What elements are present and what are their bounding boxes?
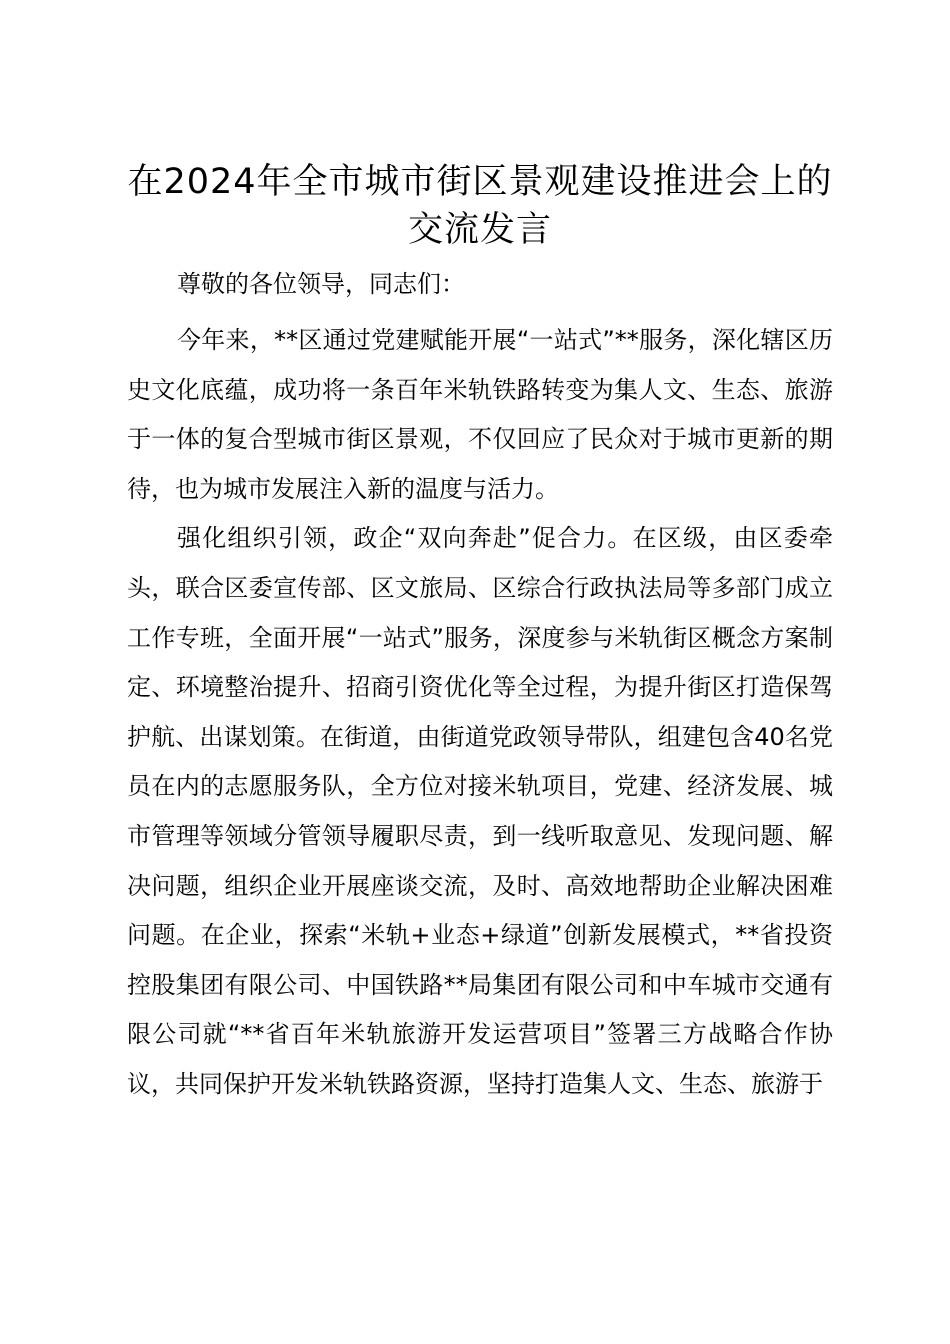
paragraph-intro: 今年来，**区通过党建赋能开展“一站式”**服务，深化辖区历史文化底蕴，成功将一条百年米轨铁路转变为集人文、生态、旅游于一体的复合型城市街区景观，不仅回应了民众对于城市更新的期待，也为城市发展注入新的温度与活力。	[127, 326, 833, 503]
salutation: 尊敬的各位领导，同志们：	[177, 270, 465, 298]
document-title: 在2024年全市城市街区景观建设推进会上的交流发言	[127, 162, 833, 250]
document-page	[127, 158, 833, 1110]
paragraph-organization: 强化组织引领，政企“双向奔赴”促合力。在区级，由区委牵头，联合区委宣传部、区文旅局、区综合行政执法局等多部门成立工作专班，全面开展“一站式”服务，深度参与米轨街区概念方案制定、环境整治提升、招商引资优化等全过程，为提升街区打造保驾护航、出谋划策。在街道，由街道党政领导带队，组建包含40名党员在内的志愿服务队，全方位对接米轨项目，党建、经济发展、城市管理等领域分管领导履职尽责，到一线听取意见、发现问题、解决问题，组织企业开展座谈交流，及时、高效地帮助企业解决困难问题。在企业，探索“米轨+业态+绿道”创新发展模式，**省投资控股集团有限公司、中国铁路**局集团有限公司和中车城市交通有限公司就“**省百年米轨旅游开发运营项目”签署三方战略合作协议，共同保护开发米轨铁路资源，坚持打造集人文、生态、旅游于	[127, 524, 833, 1098]
